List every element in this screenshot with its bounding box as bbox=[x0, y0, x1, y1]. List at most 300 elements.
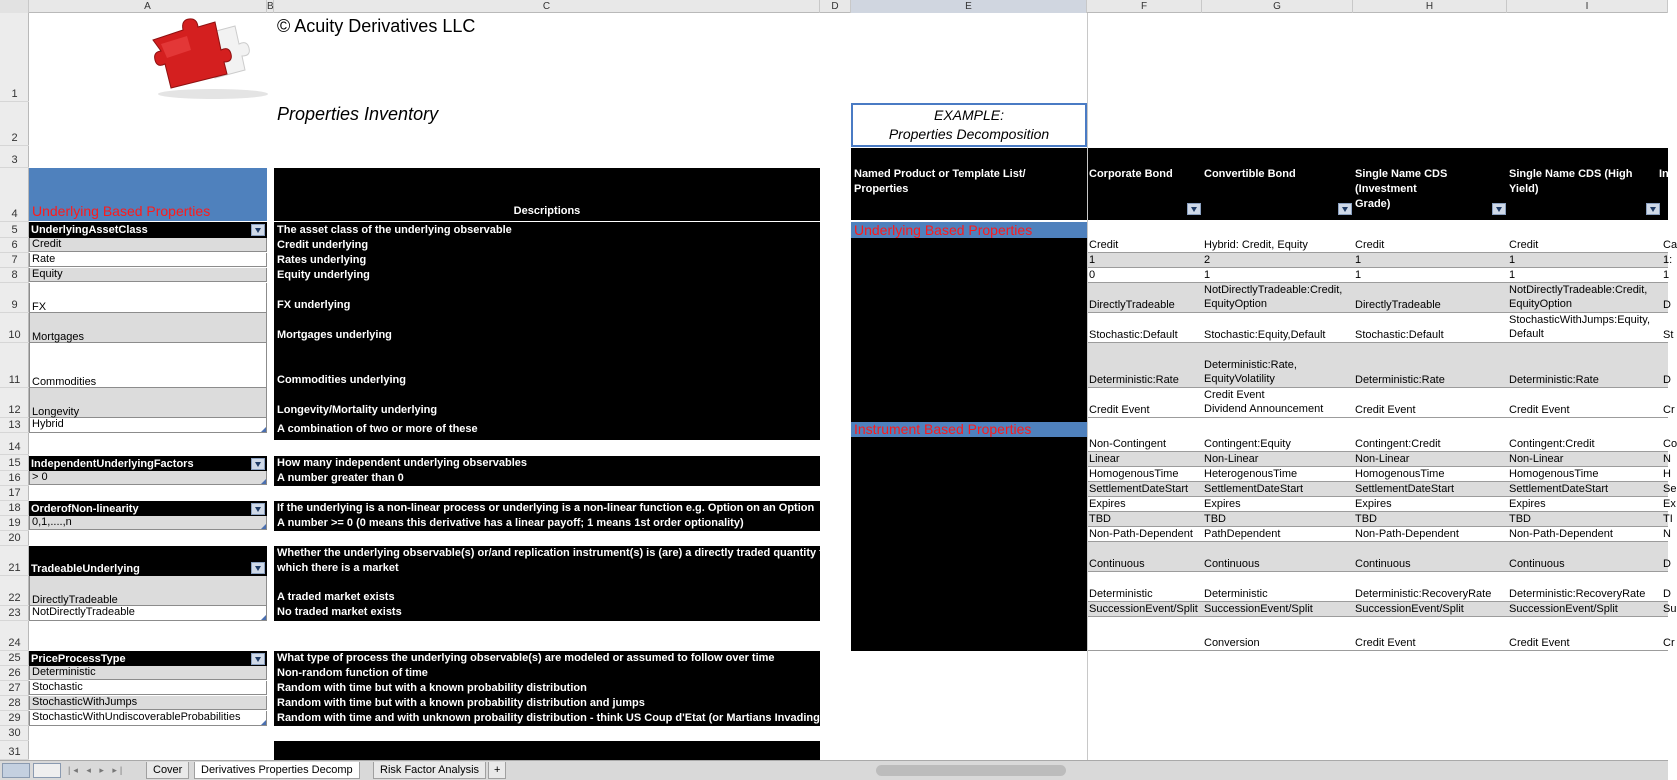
cell-text-line: Deterministic:Rate bbox=[1355, 374, 1445, 386]
table-cell[interactable] bbox=[1661, 452, 1671, 466]
right-section-instrument bbox=[851, 422, 1087, 437]
table-cell[interactable] bbox=[1661, 636, 1675, 650]
cell-text-line: Credit Event bbox=[1355, 404, 1416, 416]
col-header-a[interactable]: A bbox=[29, 0, 267, 13]
cell-text-line: Deterministic:RecoveryRate bbox=[1509, 588, 1646, 600]
example-subtitle: Properties Decomposition bbox=[888, 126, 1050, 142]
product-header-label bbox=[854, 167, 1026, 197]
row-number[interactable]: 23 bbox=[0, 606, 29, 621]
row-number[interactable]: 30 bbox=[0, 726, 29, 741]
table-cell[interactable] bbox=[1507, 557, 1661, 571]
desc-tradeable-line2: which there is a market bbox=[277, 562, 399, 574]
dropdown-tradeable-underlying[interactable] bbox=[29, 546, 267, 576]
cell-text-line: EquityVolatility bbox=[1204, 373, 1275, 385]
cell-text-line: Deterministic:Rate bbox=[1089, 374, 1179, 386]
cell-text-line: Credit Event bbox=[1509, 637, 1570, 649]
cell-text-line: TBD bbox=[1509, 513, 1531, 525]
table-cell[interactable] bbox=[1087, 497, 1202, 511]
tradeable-underlying-label: TradeableUnderlying bbox=[31, 563, 140, 575]
table-cell[interactable] bbox=[1202, 587, 1353, 601]
table-cell[interactable] bbox=[1202, 482, 1353, 496]
cell-text-line: Cr bbox=[1663, 404, 1675, 416]
cds-ig-title-line2: Grade) bbox=[1355, 198, 1391, 210]
cell-text-line: SuccessionEvent/Split bbox=[1355, 603, 1464, 615]
cell-text-line: Expires bbox=[1509, 498, 1546, 510]
cell-text-line: TBD bbox=[1089, 513, 1111, 525]
table-cell[interactable] bbox=[1087, 602, 1202, 616]
cell-text-line: 1 bbox=[1509, 254, 1516, 266]
row-number[interactable]: 28 bbox=[0, 696, 29, 711]
table-cell[interactable] bbox=[1661, 482, 1677, 496]
table-cell[interactable] bbox=[1202, 527, 1353, 541]
list-item-longevity[interactable]: Longevity bbox=[29, 388, 267, 418]
table-cell[interactable] bbox=[1087, 268, 1202, 282]
table-cell[interactable] bbox=[1202, 253, 1353, 267]
table-cell[interactable] bbox=[1661, 467, 1671, 481]
cell-text-line: StochasticWithJumps:Equity, bbox=[1509, 314, 1651, 326]
cell-text-line: 1 bbox=[1355, 269, 1362, 281]
next-product-title: In bbox=[1659, 168, 1669, 180]
table-cell[interactable] bbox=[1087, 482, 1202, 496]
list-item-greater-than-zero[interactable] bbox=[29, 471, 267, 485]
col-header-g[interactable]: G bbox=[1202, 0, 1353, 13]
table-cell[interactable] bbox=[1507, 602, 1661, 616]
table-cell[interactable] bbox=[1087, 527, 1202, 541]
sheet-navigation-arrows-icon[interactable]: |◂ ◂ ▸ ▸| bbox=[68, 765, 126, 775]
cell-text-line: H bbox=[1663, 468, 1671, 480]
col-header-d[interactable]: D bbox=[820, 0, 851, 13]
desc-longevity: Longevity/Mortality underlying bbox=[277, 404, 438, 416]
page-layout-view-icon[interactable] bbox=[33, 763, 61, 778]
table-cell[interactable] bbox=[1202, 388, 1353, 416]
cell-text-line: Dividend Announcement bbox=[1204, 403, 1324, 415]
tab-derivatives-properties[interactable]: Derivatives Properties Decomp bbox=[194, 762, 360, 779]
row-number[interactable]: 1 bbox=[0, 13, 29, 102]
table-cell[interactable] bbox=[1661, 238, 1677, 252]
independent-factors-label: IndependentUnderlyingFactors bbox=[31, 457, 194, 470]
table-cell[interactable] bbox=[1353, 636, 1507, 650]
table-cell[interactable] bbox=[1661, 253, 1673, 267]
cds-hy-title-line1: Single Name CDS (High bbox=[1509, 168, 1633, 180]
cell-text-line: 1 bbox=[1509, 269, 1516, 281]
list-item-fx[interactable]: FX bbox=[29, 283, 267, 313]
row-number[interactable]: 19 bbox=[0, 516, 29, 531]
fill-handle-icon[interactable] bbox=[261, 720, 266, 725]
right-section-instrument-title: Instrument Based Properties bbox=[854, 421, 1032, 437]
row-number[interactable]: 12 bbox=[0, 388, 29, 418]
desc-credit: Credit underlying bbox=[277, 239, 369, 251]
cell-text-line: TBD bbox=[1204, 513, 1226, 525]
cell-text-line: Credit bbox=[1355, 239, 1385, 251]
cell-text-line: Co bbox=[1663, 438, 1677, 450]
row-number[interactable]: 3 bbox=[0, 146, 29, 168]
table-cell[interactable] bbox=[1202, 512, 1353, 526]
right-labels-block1 bbox=[851, 238, 1087, 433]
cell-text-line: Expires bbox=[1089, 498, 1126, 510]
row-number[interactable]: 7 bbox=[0, 253, 29, 268]
row-number[interactable]: 6 bbox=[0, 238, 29, 253]
table-cell[interactable] bbox=[1661, 602, 1677, 616]
table-cell[interactable] bbox=[1507, 268, 1661, 282]
cell-text-line: Contingent:Credit bbox=[1509, 438, 1595, 450]
price-process-type-label: PriceProcessType bbox=[31, 652, 126, 665]
page-title: Properties Inventory bbox=[277, 104, 439, 124]
desc-independent: How many independent underlying observables bbox=[277, 457, 527, 469]
row-number[interactable]: 22 bbox=[0, 576, 29, 606]
table-cell[interactable] bbox=[1353, 587, 1507, 601]
table-cell[interactable] bbox=[1661, 587, 1671, 601]
table-cell[interactable] bbox=[1661, 403, 1675, 417]
cell-text-line: 1: bbox=[1663, 254, 1673, 266]
horizontal-scrollbar-thumb[interactable] bbox=[876, 765, 1066, 776]
table-cell[interactable] bbox=[1087, 557, 1202, 571]
row-number[interactable]: 17 bbox=[0, 486, 29, 501]
select-all-corner[interactable] bbox=[0, 0, 29, 13]
cell-text-line: Credit bbox=[1089, 239, 1119, 251]
table-cell[interactable] bbox=[1202, 602, 1353, 616]
cell-text-line: N bbox=[1663, 453, 1671, 465]
table-cell[interactable] bbox=[1353, 512, 1507, 526]
cell-text-line: HomogenousTime bbox=[1355, 468, 1445, 480]
list-item-mortgages[interactable]: Mortgages bbox=[29, 313, 267, 343]
row-number[interactable]: 13 bbox=[0, 418, 29, 433]
list-item-credit[interactable]: Credit bbox=[29, 238, 267, 252]
table-cell[interactable] bbox=[1202, 557, 1353, 571]
tab-risk-factor-analysis[interactable]: Risk Factor Analysis bbox=[373, 762, 486, 779]
row-number[interactable]: 15 bbox=[0, 456, 29, 471]
row-number[interactable]: 8 bbox=[0, 268, 29, 283]
column-divider bbox=[1087, 13, 1088, 760]
dropdown-price-process-type[interactable] bbox=[29, 651, 267, 666]
column-corporate-bond[interactable] bbox=[1089, 167, 1202, 182]
cell-text-line: EquityOption bbox=[1509, 298, 1572, 310]
example-box[interactable] bbox=[851, 103, 1087, 147]
cell-text-line: Ex bbox=[1663, 498, 1676, 510]
desc-not-directly-tradeable: No traded market exists bbox=[277, 606, 402, 618]
table-cell[interactable] bbox=[1087, 298, 1202, 312]
table-cell[interactable] bbox=[1087, 328, 1202, 342]
cell-text-line: HomogenousTime bbox=[1509, 468, 1599, 480]
table-cell[interactable] bbox=[1202, 358, 1353, 386]
cell-text-line: Stochastic:Equity,Default bbox=[1204, 329, 1326, 341]
sheet-tab-bar bbox=[0, 760, 1668, 780]
table-cell[interactable] bbox=[1202, 452, 1353, 466]
cell-text-line: Non-Path-Dependent bbox=[1355, 528, 1459, 540]
corporate-bond-title: Corporate Bond bbox=[1089, 168, 1173, 180]
cell-text-line: Default bbox=[1509, 328, 1544, 340]
dropdown-arrow-icon[interactable] bbox=[251, 653, 265, 665]
desc-greater-than-zero: A number greater than 0 bbox=[277, 472, 404, 484]
table-cell[interactable] bbox=[1087, 437, 1202, 451]
table-cell[interactable] bbox=[1202, 636, 1353, 650]
desc-price-process: What type of process the underlying observable(s) are modeled or assumed to follow over time bbox=[277, 652, 775, 664]
row-number[interactable]: 11 bbox=[0, 343, 29, 388]
desc-zero-to-n: A number >= 0 (0 means this derivative has a linear payoff; 1 means 1st order optionality) bbox=[277, 517, 744, 529]
greater-than-zero-text: > 0 bbox=[32, 471, 48, 483]
cell-text-line: 2 bbox=[1204, 254, 1211, 266]
col-header-i[interactable]: I bbox=[1507, 0, 1668, 13]
table-cell[interactable] bbox=[1661, 328, 1674, 342]
cell-text-line: Hybrid: Credit, Equity bbox=[1204, 239, 1308, 251]
cell-text-line: DirectlyTradeable bbox=[1089, 299, 1175, 311]
row-number[interactable]: 26 bbox=[0, 666, 29, 681]
table-cell[interactable] bbox=[1353, 497, 1507, 511]
list-item-commodities[interactable]: Commodities bbox=[29, 343, 267, 388]
table-cell[interactable] bbox=[1087, 512, 1202, 526]
column-next-product[interactable] bbox=[1659, 167, 1668, 182]
cell-text-line: Continuous bbox=[1089, 558, 1145, 570]
row-number[interactable]: 14 bbox=[0, 433, 29, 455]
desc-rate: Rates underlying bbox=[277, 254, 367, 266]
cell-text-line: SuccessionEvent/Split bbox=[1089, 603, 1198, 615]
list-item-not-directly-tradeable[interactable] bbox=[29, 606, 267, 621]
list-item-deterministic[interactable]: Deterministic bbox=[29, 666, 267, 680]
row-number[interactable]: 18 bbox=[0, 501, 29, 516]
table-cell[interactable] bbox=[1507, 253, 1661, 267]
desc-equity: Equity underlying bbox=[277, 269, 370, 281]
table-cell[interactable] bbox=[1353, 238, 1507, 252]
cell-text-line: Continuous bbox=[1509, 558, 1565, 570]
table-cell[interactable] bbox=[1353, 557, 1507, 571]
row-number[interactable]: 20 bbox=[0, 531, 29, 546]
hybrid-text: Hybrid bbox=[32, 418, 64, 430]
descriptions-header-label: Descriptions bbox=[513, 205, 581, 217]
cell-text-line: Continuous bbox=[1204, 558, 1260, 570]
description-block-asset-class bbox=[274, 222, 820, 440]
description-block-price-process bbox=[274, 651, 824, 726]
dropdown-arrow-icon[interactable] bbox=[251, 458, 265, 470]
table-cell[interactable] bbox=[1507, 313, 1661, 341]
cell-text-line: Deterministic bbox=[1204, 588, 1268, 600]
table-cell[interactable] bbox=[1507, 512, 1661, 526]
column-cds-high-yield[interactable] bbox=[1509, 167, 1659, 197]
table-cell[interactable] bbox=[1353, 482, 1507, 496]
table-cell[interactable] bbox=[1202, 437, 1353, 451]
table-cell[interactable] bbox=[1661, 437, 1677, 451]
col-header-b[interactable]: B bbox=[267, 1, 274, 12]
table-cell[interactable] bbox=[1087, 587, 1202, 601]
table-cell[interactable] bbox=[1507, 482, 1661, 496]
table-cell[interactable] bbox=[1507, 283, 1661, 311]
list-item-rate[interactable]: Rate bbox=[29, 253, 267, 267]
table-cell[interactable] bbox=[1507, 467, 1661, 481]
filter-convertible-bond-icon[interactable] bbox=[1338, 203, 1352, 215]
table-cell[interactable] bbox=[1353, 452, 1507, 466]
product-header-line1: Named Product or Template List/ bbox=[854, 168, 1026, 180]
table-cell[interactable] bbox=[1087, 452, 1202, 466]
table-cell[interactable] bbox=[1507, 636, 1661, 650]
table-cell[interactable] bbox=[1202, 497, 1353, 511]
underlying-asset-class-label: UnderlyingAssetClass bbox=[31, 224, 148, 236]
desc-tradeable-line1: Whether the underlying observable(s) or/and replication instrument(s) is (are) a directly traded quantity for bbox=[277, 547, 834, 559]
table-cell[interactable] bbox=[1661, 497, 1676, 511]
col-header-f[interactable]: F bbox=[1087, 0, 1202, 13]
cell-text-line: Non-Linear bbox=[1509, 453, 1564, 465]
cell-text-line: Non-Contingent bbox=[1089, 438, 1167, 450]
row-number[interactable]: 25 bbox=[0, 651, 29, 666]
col-header-h[interactable]: H bbox=[1353, 0, 1507, 13]
puzzle-logo bbox=[143, 14, 267, 100]
table-cell[interactable] bbox=[1353, 602, 1507, 616]
desc-directly-tradeable: A traded market exists bbox=[277, 591, 395, 603]
list-item-zero-to-n[interactable] bbox=[29, 516, 267, 530]
row-number[interactable]: 27 bbox=[0, 681, 29, 696]
table-cell[interactable] bbox=[1661, 298, 1671, 312]
cell-text-line: Se bbox=[1663, 483, 1677, 495]
tab-cover[interactable]: Cover bbox=[146, 762, 189, 779]
cell-text-line: SettlementDateStart bbox=[1509, 483, 1609, 495]
table-cell[interactable] bbox=[1353, 403, 1507, 417]
cell-text-line: Credit bbox=[1509, 239, 1539, 251]
col-header-c[interactable]: C bbox=[274, 0, 820, 13]
fill-handle-icon[interactable] bbox=[261, 524, 266, 529]
fill-handle-icon[interactable] bbox=[261, 615, 266, 620]
cell-text-line: D bbox=[1663, 558, 1671, 570]
table-cell[interactable] bbox=[1661, 268, 1668, 282]
table-cell[interactable] bbox=[1507, 527, 1661, 541]
order-nonlinearity-label: OrderofNon-linearity bbox=[31, 502, 139, 515]
row-number[interactable]: 31 bbox=[0, 741, 29, 760]
table-cell[interactable] bbox=[1507, 452, 1661, 466]
table-cell[interactable] bbox=[1087, 253, 1202, 267]
desc-nonlinearity: If the underlying is a non-linear process or underlying is a non-linear function e.g. Option on an Option bbox=[277, 502, 815, 514]
cell-text-line: SettlementDateStart bbox=[1089, 483, 1189, 495]
cell-text-line: SettlementDateStart bbox=[1204, 483, 1304, 495]
row-number[interactable]: 2 bbox=[0, 89, 29, 146]
fill-handle-icon[interactable] bbox=[261, 479, 266, 484]
row-number[interactable]: 24 bbox=[0, 621, 29, 651]
cell-text-line: Non-Path-Dependent bbox=[1089, 528, 1193, 540]
list-item-stochastic[interactable]: Stochastic bbox=[29, 681, 267, 695]
table-cell[interactable] bbox=[1353, 268, 1507, 282]
table-cell[interactable] bbox=[1353, 298, 1507, 312]
table-cell[interactable] bbox=[1507, 587, 1661, 601]
dropdown-arrow-icon[interactable] bbox=[251, 503, 265, 515]
cell-text-line: NotDirectlyTradeable:Credit, bbox=[1204, 284, 1343, 296]
row-number[interactable]: 10 bbox=[0, 313, 29, 343]
cell-text-line: Credit Event bbox=[1089, 404, 1150, 416]
cell-text-line: SuccessionEvent/Split bbox=[1204, 603, 1313, 615]
table-cell[interactable] bbox=[1661, 527, 1671, 541]
column-cds-investment-grade[interactable] bbox=[1355, 167, 1507, 212]
filter-cds-ig-icon[interactable] bbox=[1492, 203, 1506, 215]
row-header-bar bbox=[0, 13, 29, 760]
table-cell[interactable] bbox=[1507, 238, 1661, 252]
dropdown-order-nonlinearity[interactable] bbox=[29, 501, 267, 516]
cell-text-line: D bbox=[1663, 374, 1671, 386]
row-number[interactable]: 4 bbox=[0, 168, 29, 222]
column-convertible-bond[interactable] bbox=[1204, 167, 1353, 182]
cell-text-line: 1 bbox=[1663, 269, 1670, 281]
section-title-underlying: Underlying Based Properties bbox=[32, 203, 211, 219]
list-item-stochastic-undiscoverable[interactable] bbox=[29, 711, 267, 726]
cell-text-line: 1 bbox=[1089, 254, 1096, 266]
table-cell[interactable] bbox=[1202, 283, 1353, 311]
row-number[interactable]: 5 bbox=[0, 222, 29, 238]
cell-text-line: Credit Event bbox=[1204, 389, 1265, 401]
table-cell[interactable] bbox=[1661, 512, 1673, 526]
section-header-underlying bbox=[29, 168, 267, 221]
convertible-bond-title: Convertible Bond bbox=[1204, 168, 1296, 180]
description-block-next bbox=[274, 741, 820, 760]
zero-to-n-text: 0,1,....,n bbox=[32, 516, 72, 528]
table-cell[interactable] bbox=[1353, 253, 1507, 267]
table-cell[interactable] bbox=[1087, 373, 1202, 387]
table-cell[interactable] bbox=[1661, 373, 1671, 387]
list-item-equity[interactable]: Equity bbox=[29, 268, 267, 282]
dropdown-underlying-asset-class[interactable] bbox=[29, 222, 267, 238]
filter-corporate-bond-icon[interactable] bbox=[1187, 203, 1201, 215]
filter-cds-hy-icon[interactable] bbox=[1646, 203, 1660, 215]
table-cell[interactable] bbox=[1202, 238, 1353, 252]
row-number[interactable]: 21 bbox=[0, 546, 29, 576]
normal-view-icon[interactable] bbox=[2, 763, 30, 778]
cell-text-line: Ca bbox=[1663, 239, 1677, 251]
table-cell[interactable] bbox=[1353, 373, 1507, 387]
cell-text-line: Contingent:Equity bbox=[1204, 438, 1291, 450]
list-item-stochastic-with-jumps[interactable]: StochasticWithJumps bbox=[29, 696, 267, 710]
table-cell[interactable] bbox=[1661, 557, 1671, 571]
example-title: EXAMPLE: bbox=[933, 107, 1005, 123]
table-cell[interactable] bbox=[1202, 467, 1353, 481]
description-block-tradeable bbox=[274, 546, 834, 621]
table-cell[interactable] bbox=[1353, 467, 1507, 481]
table-cell[interactable] bbox=[1353, 328, 1507, 342]
product-table-header bbox=[851, 148, 1668, 220]
cell-text-line: Non-Linear bbox=[1355, 453, 1410, 465]
cell-text-line: DirectlyTradeable bbox=[1355, 299, 1441, 311]
right-section-underlying-title: Underlying Based Properties bbox=[854, 222, 1033, 238]
desc-stochastic-undiscoverable: Random with time and with unknown probaility distribution - think US Coup d'Etat (or Martians Invading) bbox=[277, 712, 824, 724]
table-cell[interactable] bbox=[1507, 403, 1661, 417]
cell-text-line: 1 bbox=[1355, 254, 1362, 266]
table-cell[interactable] bbox=[1507, 497, 1661, 511]
list-item-hybrid[interactable] bbox=[29, 418, 267, 433]
right-labels-block2 bbox=[851, 437, 1087, 651]
cell-text-line: Expires bbox=[1355, 498, 1392, 510]
add-sheet-button[interactable]: + bbox=[488, 762, 506, 779]
cell-text-line: Credit Event bbox=[1509, 404, 1570, 416]
row-number[interactable]: 9 bbox=[0, 283, 29, 313]
table-cell[interactable] bbox=[1087, 238, 1202, 252]
cell-text-line: Expires bbox=[1204, 498, 1241, 510]
dropdown-independent-factors[interactable] bbox=[29, 456, 267, 471]
row-number[interactable]: 16 bbox=[0, 471, 29, 486]
table-cell[interactable] bbox=[1353, 527, 1507, 541]
table-cell[interactable] bbox=[1087, 467, 1202, 481]
table-cell[interactable] bbox=[1202, 328, 1353, 342]
cell-text-line: TI bbox=[1663, 513, 1673, 525]
table-cell[interactable] bbox=[1507, 437, 1661, 451]
description-block-independent bbox=[274, 456, 820, 486]
cell-text-line: Deterministic:Rate bbox=[1509, 374, 1599, 386]
table-cell[interactable] bbox=[1507, 373, 1661, 387]
cell-text-line: Su bbox=[1663, 603, 1677, 615]
table-cell[interactable] bbox=[1202, 268, 1353, 282]
dropdown-arrow-icon[interactable] bbox=[251, 562, 265, 574]
fill-handle-icon[interactable] bbox=[261, 427, 266, 432]
table-cell[interactable] bbox=[1353, 437, 1507, 451]
row-number[interactable]: 29 bbox=[0, 711, 29, 726]
dropdown-arrow-icon[interactable] bbox=[251, 224, 265, 236]
list-item-directly-tradeable[interactable]: DirectlyTradeable bbox=[29, 576, 267, 606]
cell-text-line: Conversion bbox=[1204, 637, 1260, 649]
table-cell[interactable] bbox=[1087, 403, 1202, 417]
copyright-text: © Acuity Derivatives LLC bbox=[277, 16, 476, 36]
col-header-e[interactable]: E bbox=[851, 0, 1087, 13]
cell-text-line: Stochastic:Default bbox=[1089, 329, 1178, 341]
cell-text-line: Credit Event bbox=[1355, 637, 1416, 649]
